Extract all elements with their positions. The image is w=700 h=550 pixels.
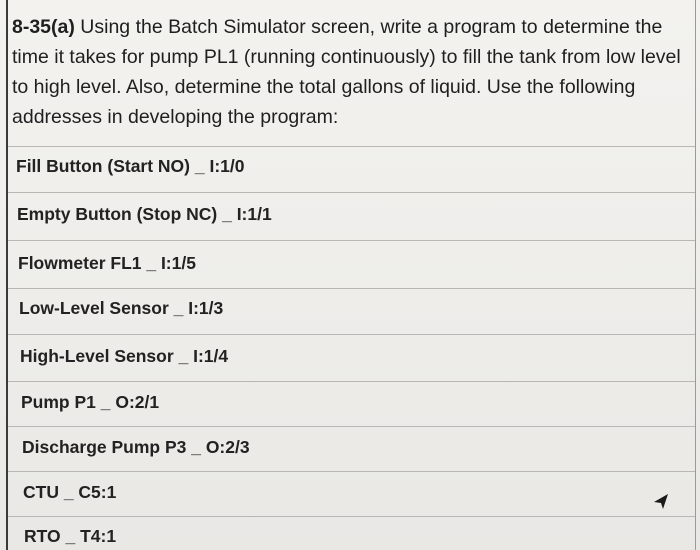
- divider: [8, 426, 695, 427]
- address-rto: RTO _ T4:1: [24, 526, 117, 546]
- address-discharge-pump-p3: Discharge Pump P3 _ O:2/3: [22, 437, 250, 457]
- divider: [8, 334, 695, 335]
- divider: [8, 516, 695, 517]
- divider: [8, 240, 695, 241]
- question-body: Using the Batch Simulator screen, write a program to determine the time it takes for pump PL1 (running continuously) to fill the tank from low level to high level. Also, determine the total gallons of liquid. Use the following addresses in developing the program:: [12, 16, 681, 128]
- divider: [8, 471, 695, 472]
- mouse-pointer-icon: [653, 493, 669, 511]
- left-border: [6, 0, 8, 550]
- address-pump-p1: Pump P1 _ O:2/1: [21, 392, 160, 412]
- address-high-level-sensor: High-Level Sensor _ I:1/4: [20, 346, 229, 366]
- question-number: 8-35(a): [12, 16, 75, 38]
- divider: [8, 146, 695, 147]
- address-flowmeter: Flowmeter FL1 _ I:1/5: [18, 253, 196, 273]
- question-text: [12, 12, 692, 132]
- divider: [8, 288, 695, 289]
- divider: [8, 381, 695, 382]
- divider: [8, 192, 695, 193]
- address-low-level-sensor: Low-Level Sensor _ I:1/3: [19, 298, 224, 318]
- right-border: [695, 0, 696, 550]
- address-empty-button: Empty Button (Stop NC) _ I:1/1: [17, 204, 272, 224]
- address-fill-button: Fill Button (Start NO) _ I:1/0: [16, 156, 245, 176]
- address-ctu: CTU _ C5:1: [23, 482, 117, 502]
